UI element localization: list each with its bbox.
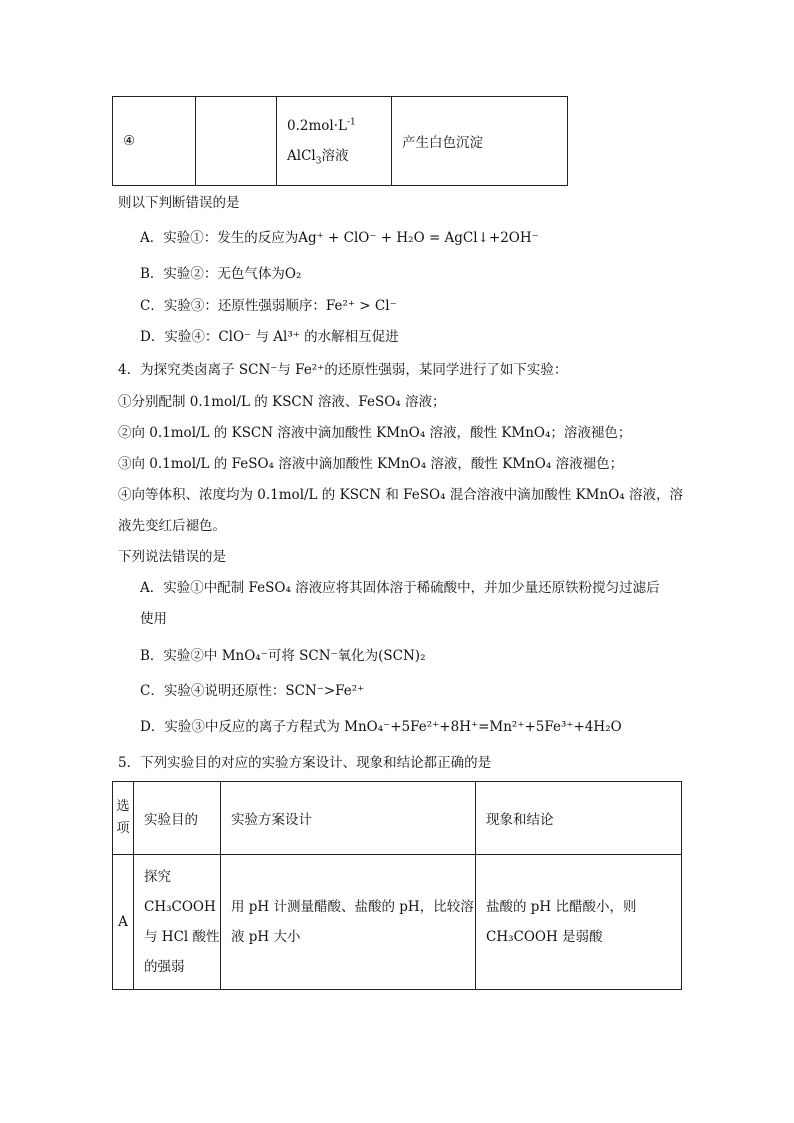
row-a-design: 用 pH 计测量醋酸、盐酸的 pH，比较溶 液 pH 大小 — [221, 855, 476, 990]
q4-step-4-line2: 液先变红后褪色。 — [118, 518, 226, 534]
q3-option-c: C．实验③：还原性强弱顺序：Fe²⁺ > Cl⁻ — [140, 298, 397, 314]
q4-step-2: ②向 0.1mol/L 的 KSCN 溶液中滴加酸性 KMnO₄ 溶液，酸性 KMnO₄；溶液褪色； — [118, 425, 632, 441]
row-number: ④ — [123, 133, 136, 149]
q4-option-c: C．实验④说明还原性：SCN⁻>Fe²⁺ — [140, 683, 365, 699]
q3-option-d: D．实验④：ClO⁻ 与 Al³⁺ 的水解相互促进 — [140, 329, 399, 345]
row-a-label: A — [113, 855, 134, 990]
q4-option-d: D．实验③中反应的离子方程式为 MnO₄⁻+5Fe²⁺+8H⁺=Mn²⁺+5Fe³⁺+4H₂O — [140, 719, 622, 735]
q3-option-a: A．实验①：发生的反应为Ag⁺ + ClO⁻ + H₂O = AgCl↓+2OH⁻ — [140, 230, 539, 246]
q4-ask: 下列说法错误的是 — [118, 549, 226, 565]
reagent-cell — [277, 97, 392, 186]
row-a-result: 盐酸的 pH 比醋酸小，则 CH₃COOH 是弱酸 — [476, 855, 682, 990]
q4-option-b: B．实验②中 MnO₄⁻可将 SCN⁻氧化为(SCN)₂ — [140, 648, 426, 664]
q3-option-b: B．实验②：无色气体为O₂ — [140, 266, 302, 282]
q3-stem: 则以下判断错误的是 — [118, 195, 240, 211]
experiment-options-table — [112, 781, 682, 990]
header-design: 实验方案设计 — [221, 782, 476, 855]
experiment-table-continued — [112, 96, 568, 186]
header-result: 现象和结论 — [476, 782, 682, 855]
header-purpose: 实验目的 — [134, 782, 221, 855]
row-number-cell — [113, 97, 196, 186]
header-option — [113, 782, 134, 855]
q4-stem: 4．为探究类卤离子 SCN⁻与 Fe²⁺的还原性强弱，某同学进行了如下实验： — [118, 362, 568, 378]
header-option-text: 选项 — [116, 799, 130, 836]
phenomenon-text: 产生白色沉淀 — [402, 135, 483, 151]
phenomenon-cell — [392, 97, 568, 186]
row-a-purpose: 探究 CH₃COOH 与 HCl 酸性 的强弱 — [134, 855, 221, 990]
q4-option-a-line1: A．实验①中配制 FeSO₄ 溶液应将其固体溶于稀硫酸中，并加少量还原铁粉搅匀过滤后 — [140, 580, 660, 596]
reagent-concentration: $0.2mol\cdot L^{-1}$ — [287, 117, 356, 134]
q4-option-a-line2: 使用 — [140, 611, 167, 627]
q4-step-3: ③向 0.1mol/L 的 FeSO₄ 溶液中滴加酸性 KMnO₄ 溶液，酸性 KMnO₄ 溶液褪色； — [118, 456, 624, 472]
reagent-name: AlCl$_3$溶液 — [287, 148, 349, 167]
q5-stem: 5．下列实验目的对应的实验方案设计、现象和结论都正确的是 — [118, 755, 492, 771]
q4-step-4-line1: ④向等体积、浓度均为 0.1mol/L 的 KSCN 和 FeSO₄ 混合溶液中滴加酸性 KMnO₄ 溶液，溶 — [118, 487, 683, 503]
q4-step-1: ①分别配制 0.1mol/L 的 KSCN 溶液、FeSO₄ 溶液； — [118, 394, 446, 410]
empty-cell — [196, 97, 277, 186]
